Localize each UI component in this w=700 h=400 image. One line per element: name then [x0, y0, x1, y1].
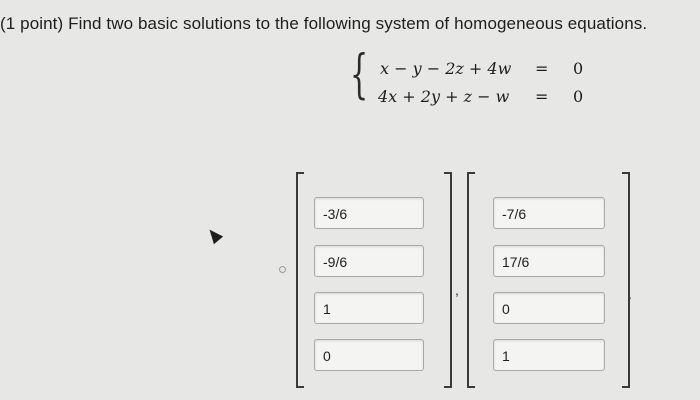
solution-vector-1 [296, 172, 452, 388]
vector-2-entry-1-input[interactable]: -7/6 [493, 197, 605, 229]
right-bracket [444, 172, 452, 388]
equation-2-relation: = [535, 87, 549, 106]
equation-system [350, 45, 610, 110]
equation-1-lhs: x − y − 2z + 4w [380, 59, 512, 78]
vector-1-entry-4-input[interactable]: 0 [314, 339, 424, 371]
left-bracket [467, 172, 475, 388]
vector-1-entry-2-input[interactable]: -9/6 [314, 245, 424, 277]
right-bracket [622, 172, 630, 388]
end-period: . [628, 286, 632, 302]
solution-vector-2 [467, 172, 630, 388]
equation-1-rhs: 0 [573, 59, 584, 78]
vector-separator: , [455, 282, 459, 298]
equation-1-relation: = [535, 59, 549, 78]
equation-2-rhs: 0 [573, 87, 584, 106]
vector-1-entry-3-input[interactable]: 1 [314, 292, 424, 324]
vector-1-entry-1-input[interactable]: -3/6 [314, 197, 424, 229]
vector-2-entry-2-input[interactable]: 17/6 [493, 245, 605, 277]
vector-2-entry-4-input[interactable]: 1 [493, 339, 605, 371]
mouse-cursor-icon [205, 226, 223, 244]
vector-2-entry-3-input[interactable]: 0 [493, 292, 605, 324]
question-text: (1 point) Find two basic solutions to the following system of homogeneous equations. [0, 14, 648, 33]
left-bracket [296, 172, 304, 388]
radio-dot [279, 266, 286, 273]
equation-2-lhs: 4x + 2y + z − w [378, 87, 510, 106]
left-brace: { [350, 45, 369, 105]
